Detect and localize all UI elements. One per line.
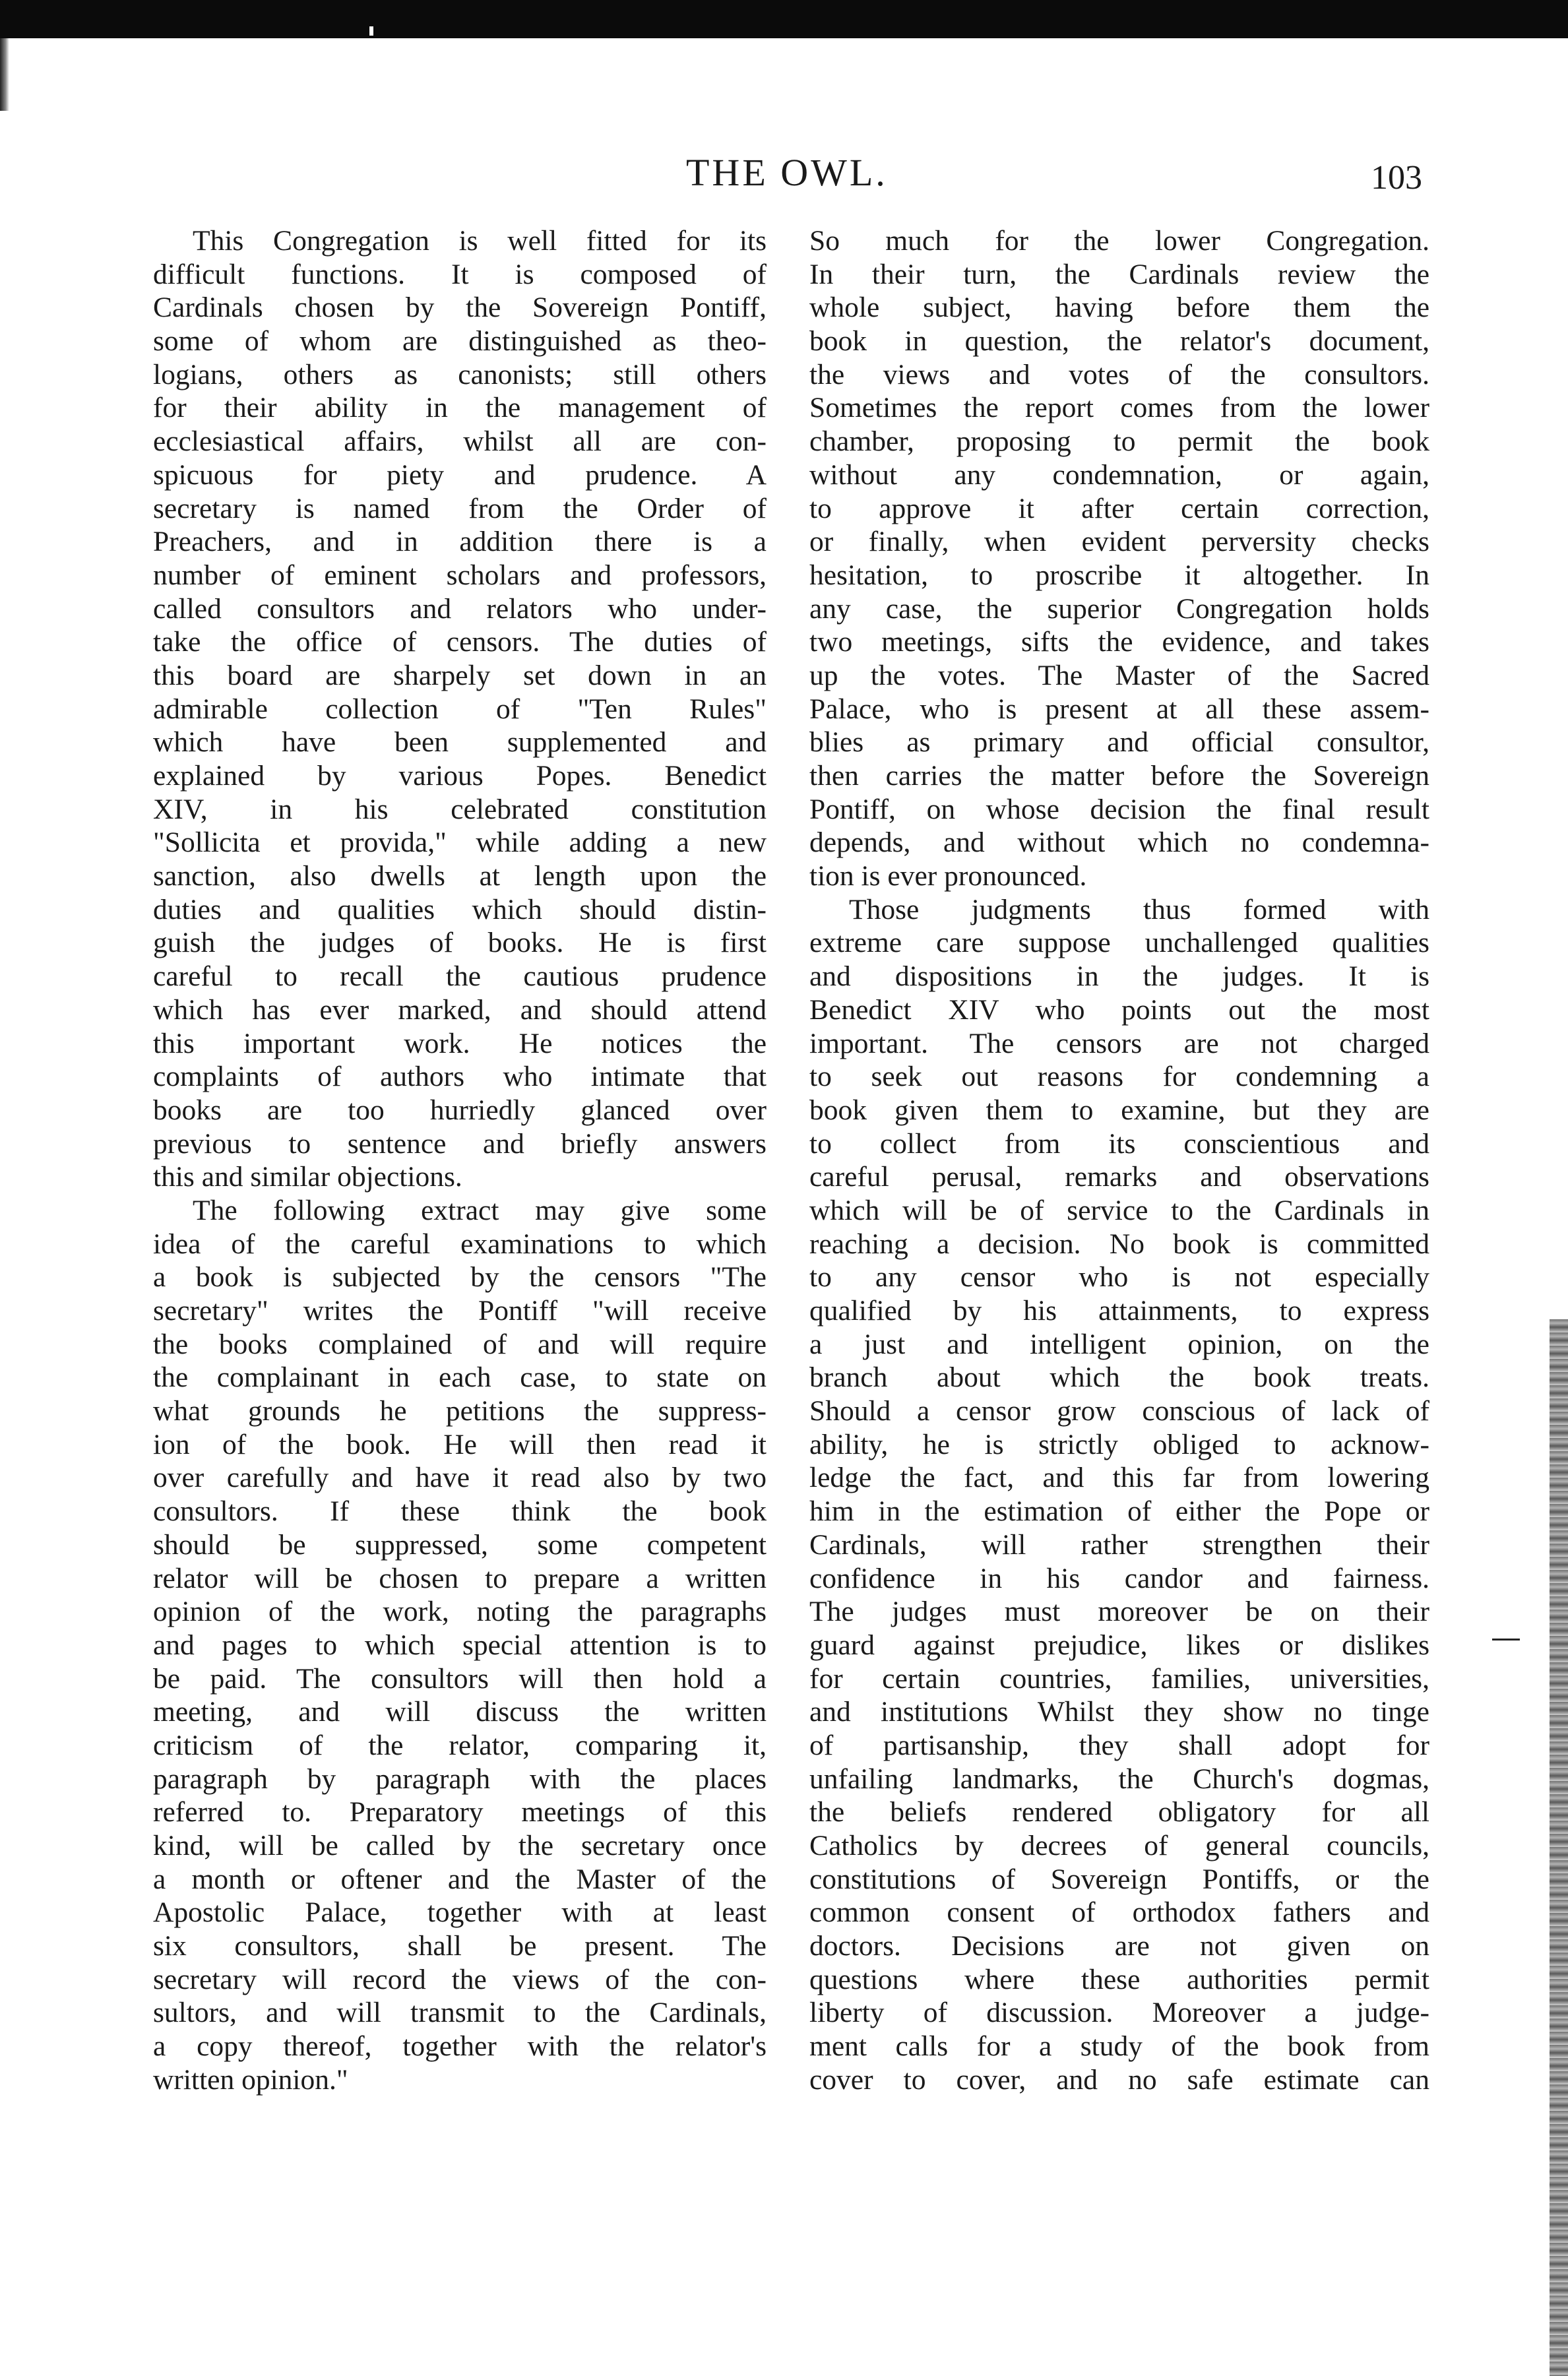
text-line: ability, he is strictly obliged to acknow- xyxy=(809,1428,1429,1460)
text-line: Cardinals, will rather strengthen their xyxy=(809,1528,1429,1561)
text-line: the complainant in each case, to state on xyxy=(153,1361,767,1394)
text-line: Apostolic Palace, together with at least xyxy=(153,1896,767,1929)
left-text-column xyxy=(153,224,767,2097)
text-line: him in the estimation of either the Pope or xyxy=(809,1495,1429,1528)
text-line: XIV, in his celebrated constitution xyxy=(153,793,767,825)
text-line: Catholics by decrees of general councils, xyxy=(809,1830,1429,1861)
text-line: Those judgments thus formed with xyxy=(849,893,1429,925)
page-header xyxy=(0,146,1568,206)
text-line: then carries the matter before the Sovereign xyxy=(809,760,1429,792)
page-number: 103 xyxy=(1371,159,1422,197)
text-line: for their ability in the management of xyxy=(153,392,767,424)
text-line: The judges must moreover be on their xyxy=(809,1596,1429,1628)
text-line: or finally, when evident perversity checks xyxy=(809,526,1429,558)
text-line: So much for the lower Congregation. xyxy=(809,225,1429,257)
text-line: doctors. Decisions are not given on xyxy=(809,1930,1429,1962)
text-line: and institutions Whilst they show no tinge xyxy=(809,1696,1429,1728)
text-line: of partisanship, they shall adopt for xyxy=(809,1729,1429,1761)
text-line: meeting, and will discuss the written xyxy=(153,1696,767,1728)
text-line: criticism of the relator, comparing it, xyxy=(153,1729,767,1761)
text-line: secretary is named from the Order of xyxy=(153,492,767,524)
text-line: a copy thereof, together with the relator's xyxy=(153,2030,767,2063)
text-line: depends, and without which no condemna- xyxy=(809,827,1429,859)
text-line: constitutions of Sovereign Pontiffs, or the xyxy=(809,1863,1429,1895)
scan-right-edge-mark xyxy=(1550,1319,1568,2376)
text-line: be paid. The consultors will then hold a xyxy=(153,1662,767,1695)
text-line: book in question, the relator's document, xyxy=(809,325,1429,358)
text-line: over carefully and have it read also by two xyxy=(153,1462,767,1494)
text-line: careful perusal, remarks and observations xyxy=(809,1161,1429,1193)
text-line: books are too hurriedly glanced over xyxy=(153,1094,767,1126)
text-line: a month or oftener and the Master of the xyxy=(153,1863,767,1895)
text-line: to collect from its conscientious and xyxy=(809,1127,1429,1160)
scan-border-notch xyxy=(369,26,373,36)
text-line: ion of the book. He will then read it xyxy=(153,1428,767,1460)
text-line: six consultors, shall be present. The xyxy=(153,1930,767,1962)
text-line: a book is subjected by the censors "The xyxy=(153,1261,767,1294)
text-line: written opinion." xyxy=(153,2063,348,2096)
text-line: secretary will record the views of the con- xyxy=(153,1963,767,1995)
text-line: which has ever marked, and should attend xyxy=(153,993,767,1026)
text-line: book given them to examine, but they are xyxy=(809,1094,1429,1126)
text-line: ment calls for a study of the book from xyxy=(809,2030,1429,2063)
text-line: duties and qualities which should distin- xyxy=(153,893,767,925)
text-line: what grounds he petitions the suppress- xyxy=(153,1395,767,1427)
right-text-column xyxy=(809,224,1429,2097)
text-line: this and similar objections. xyxy=(153,1161,462,1193)
text-line: opinion of the work, noting the paragraphs xyxy=(153,1596,767,1628)
text-line: hesitation, to proscribe it altogether. In xyxy=(809,559,1429,591)
text-line: guish the judges of books. He is first xyxy=(153,927,767,959)
text-line: the beliefs rendered obligatory for all xyxy=(809,1796,1429,1829)
text-line: kind, will be called by the secretary once xyxy=(153,1830,767,1861)
text-line: the views and votes of the consultors. xyxy=(809,358,1429,391)
text-line: take the office of censors. The duties of xyxy=(153,626,767,658)
text-line: to approve it after certain correction, xyxy=(809,492,1429,524)
text-line: explained by various Popes. Benedict xyxy=(153,760,767,792)
text-line: whole subject, having before them the xyxy=(809,292,1429,324)
text-line: to seek out reasons for condemning a xyxy=(809,1061,1429,1093)
text-line: reaching a decision. No book is committed xyxy=(809,1228,1429,1260)
text-line: important. The censors are not charged xyxy=(809,1027,1429,1059)
text-line: cover to cover, and no safe estimate can xyxy=(809,2063,1429,2096)
text-line: blies as primary and official consultor, xyxy=(809,726,1429,759)
text-line: referred to. Preparatory meetings of this xyxy=(153,1796,767,1829)
text-line: ecclesiastical affairs, whilst all are con- xyxy=(153,425,767,458)
text-line: up the votes. The Master of the Sacred xyxy=(809,659,1429,691)
text-line: liberty of discussion. Moreover a judge- xyxy=(809,1997,1429,2029)
text-line: questions where these authorities permit xyxy=(809,1963,1429,1995)
text-line: logians, others as canonists; still others xyxy=(153,358,767,391)
text-line: this board are sharpely set down in an xyxy=(153,659,767,691)
text-line: Benedict XIV who points out the most xyxy=(809,993,1429,1026)
text-line: should be suppressed, some competent xyxy=(153,1528,767,1561)
text-line: called consultors and relators who under- xyxy=(153,592,767,625)
text-line: and dispositions in the judges. It is xyxy=(809,960,1429,993)
text-line: idea of the careful examinations to which xyxy=(153,1228,767,1260)
text-line: consultors. If these think the book xyxy=(153,1495,767,1528)
text-line: The following extract may give some xyxy=(193,1194,767,1226)
text-line: Preachers, and in addition there is a xyxy=(153,526,767,558)
text-line: which will be of service to the Cardinals in xyxy=(809,1194,1429,1226)
text-line: complaints of authors who intimate that xyxy=(153,1061,767,1093)
text-line: sultors, and will transmit to the Cardinals, xyxy=(153,1997,767,2029)
text-line: qualified by his attainments, to express xyxy=(809,1295,1429,1327)
text-line: admirable collection of "Ten Rules" xyxy=(153,693,767,725)
text-line: extreme care suppose unchallenged qualities xyxy=(809,927,1429,959)
text-line: relator will be chosen to prepare a written xyxy=(153,1562,767,1594)
scan-top-border xyxy=(0,0,1568,38)
text-line: to any censor who is not especially xyxy=(809,1261,1429,1294)
text-line: which have been supplemented and xyxy=(153,726,767,759)
text-line: Cardinals chosen by the Sovereign Pontiff, xyxy=(153,292,767,324)
text-line: guard against prejudice, likes or dislikes xyxy=(809,1629,1429,1661)
text-line: chamber, proposing to permit the book xyxy=(809,425,1429,458)
text-line: In their turn, the Cardinals review the xyxy=(809,258,1429,290)
text-line: and pages to which special attention is to xyxy=(153,1629,767,1661)
text-line: two meetings, sifts the evidence, and takes xyxy=(809,626,1429,658)
text-line: any case, the superior Congregation holds xyxy=(809,592,1429,625)
text-line: secretary" writes the Pontiff "will receive xyxy=(153,1295,767,1327)
text-line: confidence in his candor and fairness. xyxy=(809,1562,1429,1594)
text-line: this important work. He notices the xyxy=(153,1027,767,1059)
text-line: spicuous for piety and prudence. A xyxy=(153,458,767,491)
text-line: a just and intelligent opinion, on the xyxy=(809,1328,1429,1360)
text-line: "Sollicita et provida," while adding a new xyxy=(153,827,767,859)
text-line: previous to sentence and briefly answers xyxy=(153,1127,767,1160)
text-line: paragraph by paragraph with the places xyxy=(153,1763,767,1795)
text-line: difficult functions. It is composed of xyxy=(153,258,767,290)
text-line: without any condemnation, or again, xyxy=(809,458,1429,491)
text-line: This Congregation is well fitted for its xyxy=(193,225,767,257)
text-line: unfailing landmarks, the Church's dogmas, xyxy=(809,1763,1429,1795)
text-line: the books complained of and will require xyxy=(153,1328,767,1360)
text-line: careful to recall the cautious prudence xyxy=(153,960,767,993)
text-line: common consent of orthodox fathers and xyxy=(809,1896,1429,1929)
scan-left-edge-mark xyxy=(0,38,9,111)
text-line: branch about which the book treats. xyxy=(809,1361,1429,1394)
text-line: Sometimes the report comes from the lower xyxy=(809,392,1429,424)
text-line: ledge the fact, and this far from lowering xyxy=(809,1462,1429,1494)
text-line: for certain countries, families, universities, xyxy=(809,1662,1429,1695)
text-line: some of whom are distinguished as theo- xyxy=(153,325,767,358)
text-line: number of eminent scholars and professors, xyxy=(153,559,767,591)
text-line: Palace, who is present at all these assem- xyxy=(809,693,1429,725)
margin-dash-mark xyxy=(1492,1639,1520,1641)
text-line: sanction, also dwells at length upon the xyxy=(153,860,767,892)
text-line: Pontiff, on whose decision the final result xyxy=(809,793,1429,825)
text-line: tion is ever pronounced. xyxy=(809,860,1087,892)
running-title: THE OWL. xyxy=(686,151,888,194)
text-line: Should a censor grow conscious of lack of xyxy=(809,1395,1429,1427)
